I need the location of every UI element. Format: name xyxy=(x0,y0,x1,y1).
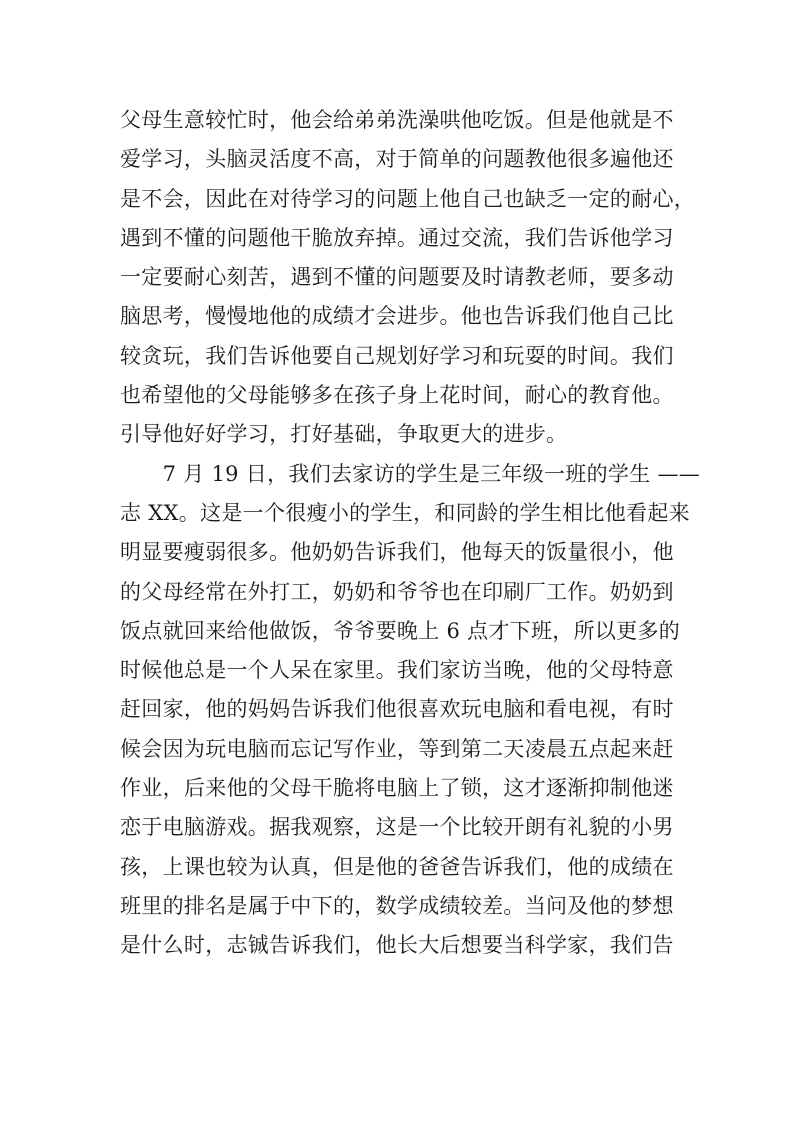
text-line: 爱学习，头脑灵活度不高，对于简单的问题教他很多遍他还 xyxy=(120,147,674,172)
text-line: 7 月 19 日，我们去家访的学生是三年级一班的学生 —— xyxy=(120,461,701,486)
text-line: 是不会，因此在对待学习的问题上他自己也缺乏一定的耐心， xyxy=(120,186,696,211)
text-line: 引导他好好学习，打好基础，争取更大的进步。 xyxy=(120,422,568,447)
text-line: 一定要耐心刻苦，遇到不懂的问题要及时请教老师，要多动 xyxy=(120,265,674,290)
text-line: 脑思考，慢慢地他的成绩才会进步。他也告诉我们他自己比 xyxy=(120,304,674,329)
text-line: 的父母经常在外打工，奶奶和爷爷也在印刷厂工作。奶奶到 xyxy=(120,579,674,604)
text-line: 作业，后来他的父母干脆将电脑上了锁，这才逐渐抑制他迷 xyxy=(120,776,674,801)
text-line: 较贪玩，我们告诉他要自己规划好学习和玩耍的时间。我们 xyxy=(120,343,674,368)
text-line: 孩，上课也较为认真，但是他的爸爸告诉我们，他的成绩在 xyxy=(120,854,674,879)
text-line: 时候他总是一个人呆在家里。我们家访当晚，他的父母特意 xyxy=(120,658,674,683)
body-text xyxy=(120,101,700,966)
text-line: 父母生意较忙时，他会给弟弟洗澡哄他吃饭。但是他就是不 xyxy=(120,108,674,132)
text-line: 也希望他的父母能够多在孩子身上花时间，耐心的教育他。 xyxy=(120,383,674,408)
text-line: 是什么时，志铖告诉我们，他长大后想要当科学家，我们告 xyxy=(120,933,674,958)
text-line: 赶回家，他的妈妈告诉我们他很喜欢玩电脑和看电视，有时 xyxy=(120,697,674,722)
text-line: 志 XX。这是一个很瘦小的学生，和同龄的学生相比他看起来 xyxy=(120,500,690,525)
text-line: 候会因为玩电脑而忘记写作业，等到第二天凌晨五点起来赶 xyxy=(120,736,674,761)
text-line: 明显要瘦弱很多。他奶奶告诉我们，他每天的饭量很小，他 xyxy=(120,540,674,565)
text-line: 恋于电脑游戏。据我观察，这是一个比较开朗有礼貌的小男 xyxy=(120,815,674,840)
text-line: 遇到不懂的问题他干脆放弃掉。通过交流，我们告诉他学习 xyxy=(120,225,674,250)
text-line: 饭点就回来给他做饭，爷爷要晚上 6 点才下班，所以更多的 xyxy=(120,618,681,643)
text-line: 班里的排名是属于中下的，数学成绩较差。当问及他的梦想 xyxy=(120,893,674,918)
